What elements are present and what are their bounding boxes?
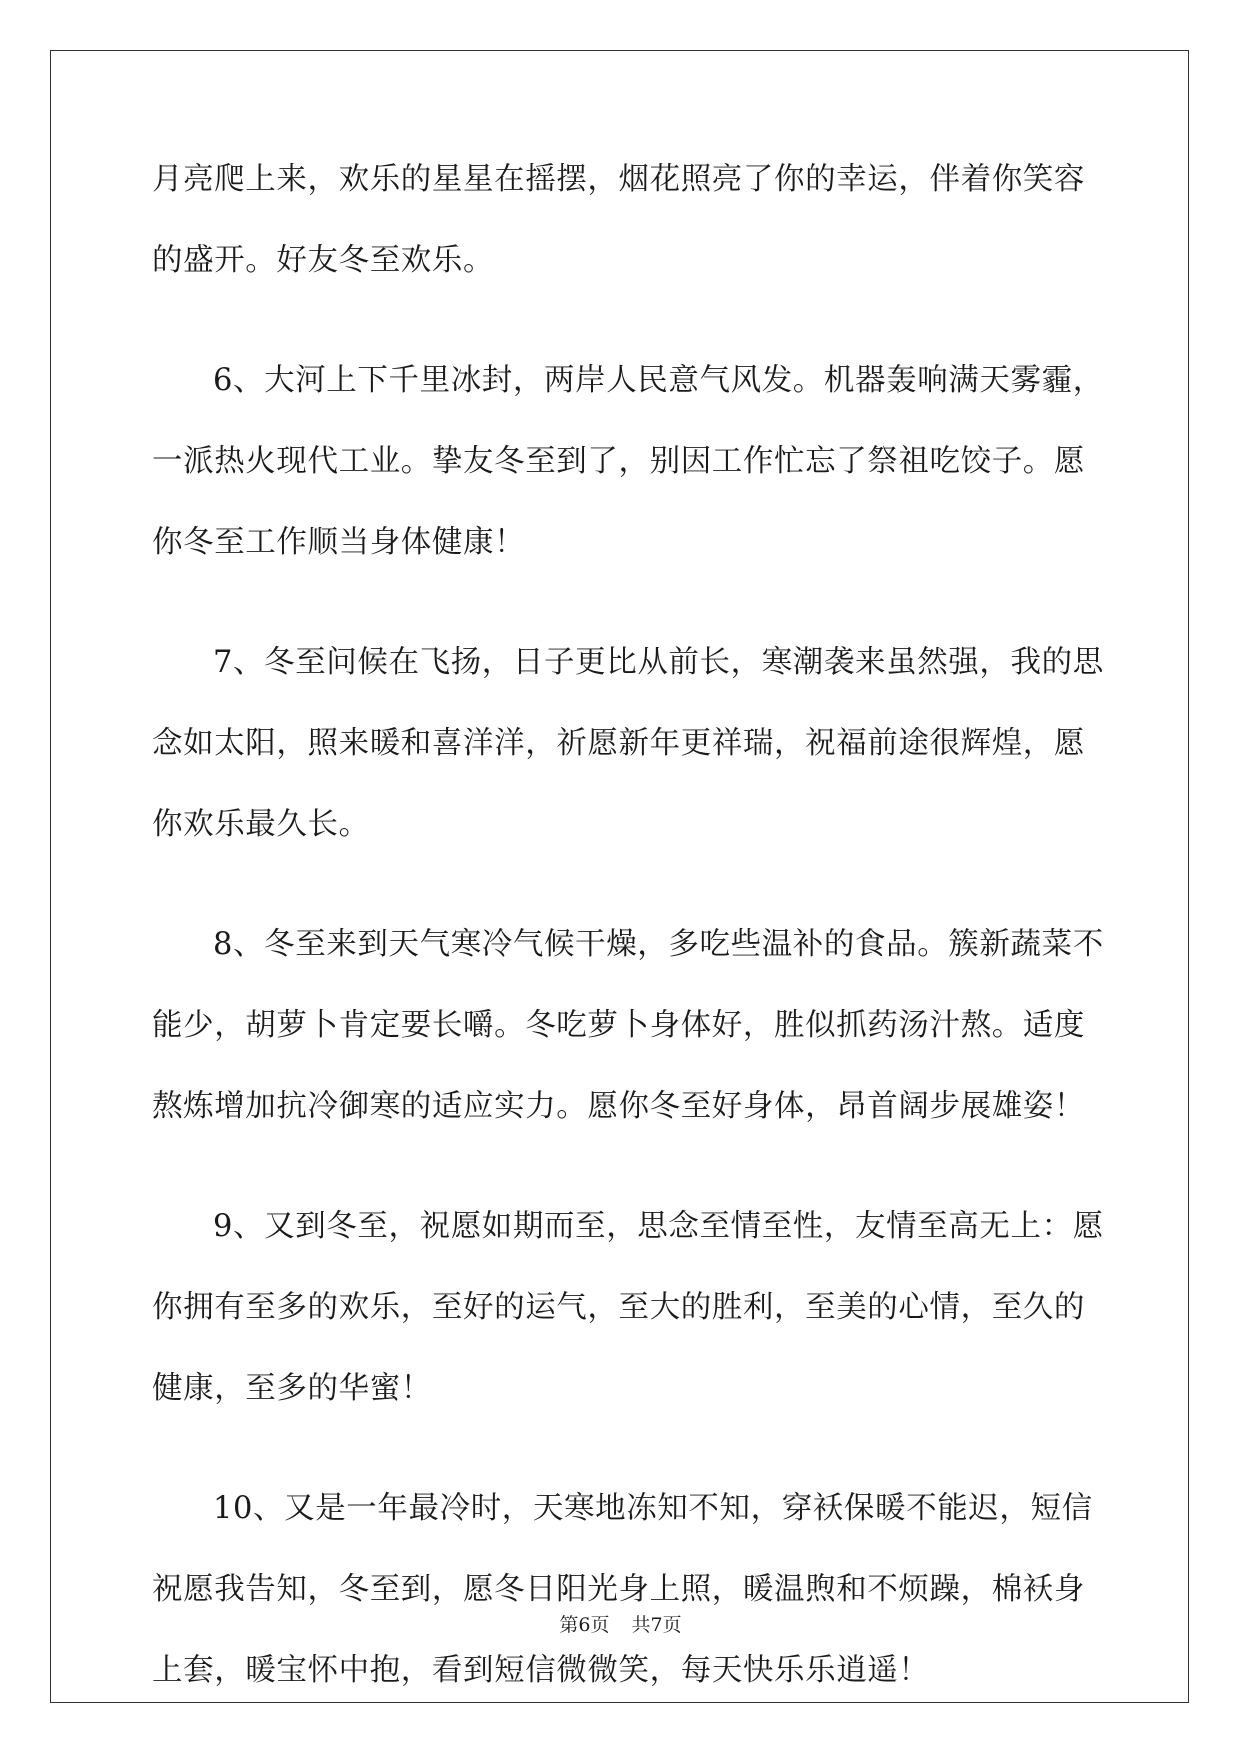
text-line: 熬炼增加抗冷御寒的适应实力。愿你冬至好身体，昂首阔步展雄姿！: [152, 1089, 1085, 1124]
paragraph-item-10: [152, 1489, 1092, 1690]
paragraph-item-6: [152, 361, 1104, 562]
text-line: 8、冬至来到天气寒冷气候干燥，多吃些温补的食品。簇新蔬菜不: [213, 927, 1104, 962]
page-number-total: 共7页: [631, 1614, 682, 1636]
text-line: 10、又是一年最冷时，天寒地冻知不知，穿袄保暖不能迟，短信: [213, 1491, 1093, 1526]
text-line: 7、冬至问候在飞扬，日子更比从前长，寒潮袭来虽然强，我的思: [213, 645, 1104, 680]
text-line: 你欢乐最久长。: [152, 807, 370, 842]
text-line: 一派热火现代工业。挚友冬至到了，别因工作忙忘了祭祖吃饺子。愿: [152, 444, 1085, 479]
page-footer: [0, 1613, 1241, 1637]
text-line: 你拥有至多的欢乐，至好的运气，至大的胜利，至美的心情，至久的: [152, 1290, 1085, 1325]
text-line: 的盛开。好友冬至欢乐。: [152, 243, 495, 278]
text-line: 9、又到冬至，祝愿如期而至，思念至情至性，友情至高无上：愿: [213, 1209, 1104, 1244]
text-line: 祝愿我告知，冬至到，愿冬日阳光身上照，暖温煦和不烦躁，棉袄身: [152, 1572, 1085, 1607]
page-number-current: 第6页: [559, 1614, 610, 1636]
text-line: 念如太阳，照来暖和喜洋洋，祈愿新年更祥瑞，祝福前途很辉煌，愿: [152, 726, 1085, 761]
text-line: 健康，至多的华蜜！: [152, 1371, 432, 1406]
document-body: [152, 160, 1104, 1732]
paragraph-item-8: [152, 925, 1104, 1126]
text-line: 上套，暖宝怀中抱，看到短信微微笑，每天快乐乐逍遥！: [152, 1653, 930, 1688]
text-line: 6、大河上下千里冰封，两岸人民意气风发。机器轰响满天雾霾，: [213, 363, 1104, 398]
text-line: 你冬至工作顺当身体健康！: [152, 525, 526, 560]
text-line: 月亮爬上来，欢乐的星星在摇摆，烟花照亮了你的幸运，伴着你笑容: [152, 162, 1085, 197]
paragraph-continuation: [152, 160, 1092, 280]
paragraph-item-9: [152, 1207, 1104, 1408]
paragraph-item-7: [152, 643, 1104, 844]
text-line: 能少，胡萝卜肯定要长嚼。冬吃萝卜身体好，胜似抓药汤汁熬。适度: [152, 1008, 1085, 1043]
